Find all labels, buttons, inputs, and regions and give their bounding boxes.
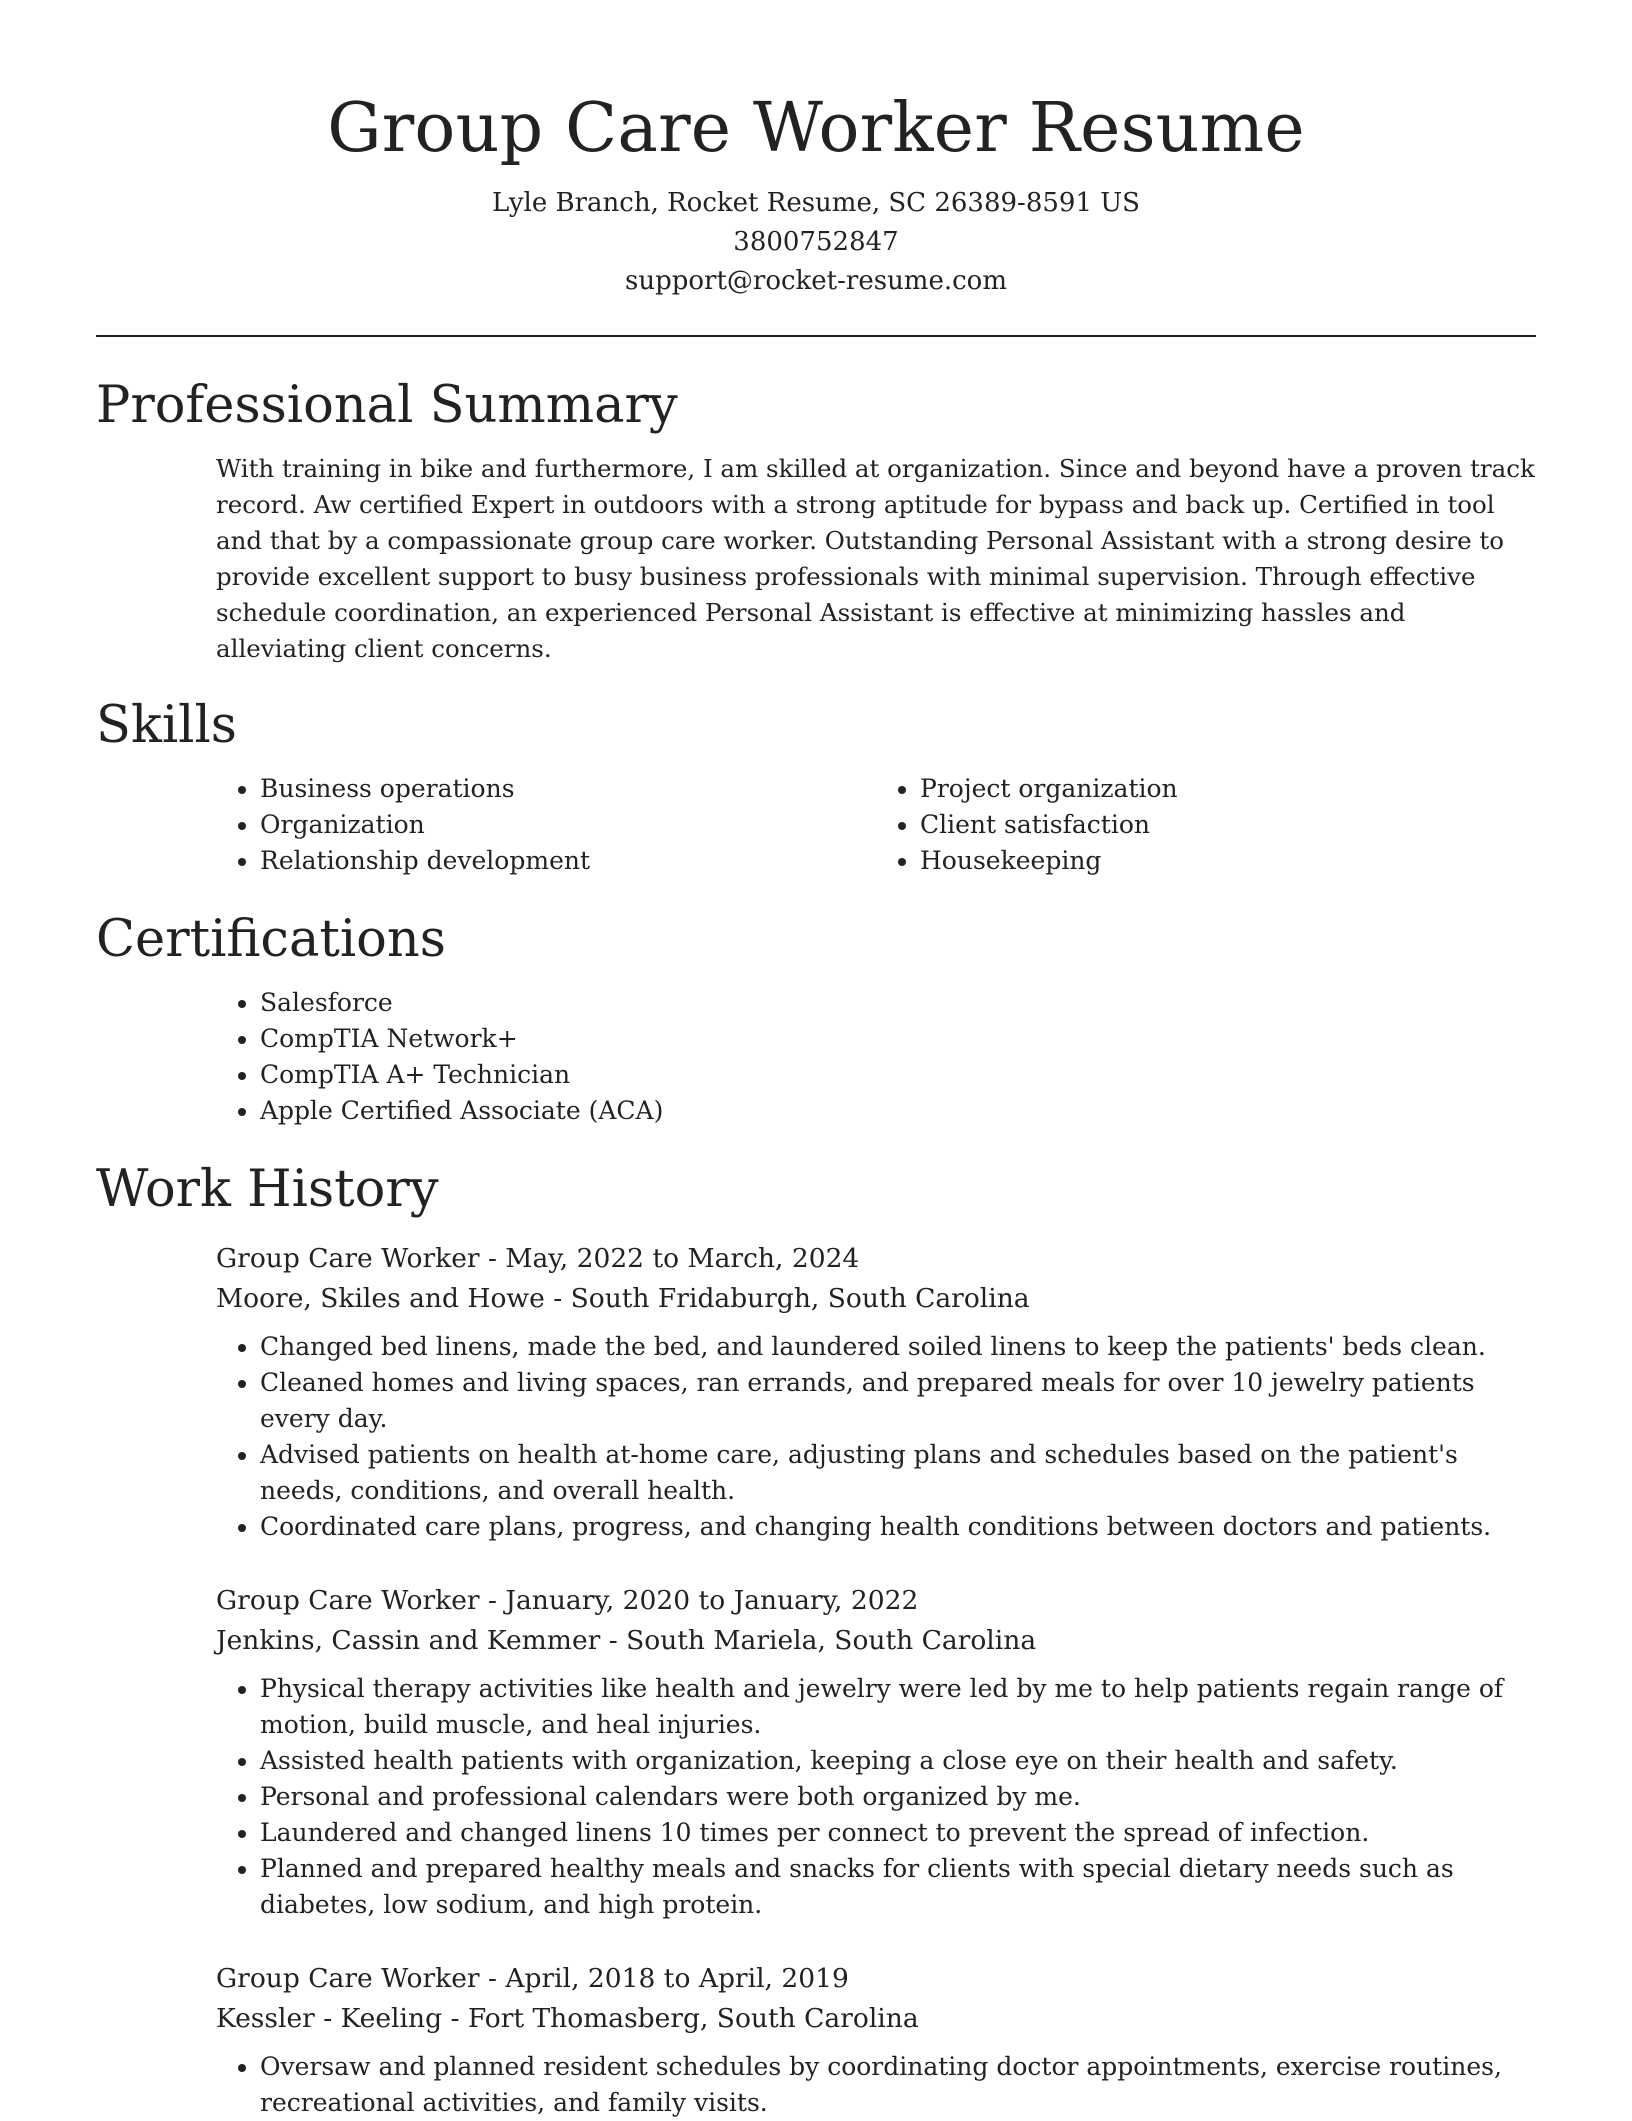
job-bullet: • Planned and prepared healthy meals and snacks for clients with special dietary needs such as diabetes, low sodium, and high protein.	[260, 1851, 1536, 1923]
job-title-line: Group Care Worker - May, 2022 to March, 2024	[216, 1243, 860, 1274]
job-bullet-list	[216, 1671, 1536, 1923]
resume-page	[96, 0, 1536, 2121]
job-title-line: Group Care Worker - April, 2018 to April, 2019	[216, 1963, 849, 1994]
job-entry	[216, 1581, 1536, 1923]
skill-item: • Relationship development	[260, 843, 876, 879]
job-bullet: • Personal and professional calendars were both organized by me.	[260, 1779, 1536, 1815]
contact-phone: 3800752847	[733, 227, 899, 257]
skill-item: • Project organization	[920, 771, 1536, 807]
certifications-section	[96, 909, 1536, 1129]
skills-heading: Skills	[96, 696, 237, 755]
summary-text: With training in bike and furthermore, I am skilled at organization. Since and beyond have a proven track record. Aw certified Expert in outdoors with a strong aptitude for bypass and back up. Certified in tool and that by a compassionate group care worker. Outstanding Personal Assistant with a strong desire to provide excellent support to busy business professionals with minimal supervision. Through effective schedule coordination, an experienced Personal Assistant is effective at minimizing hassles and alleviating client concerns.	[216, 454, 1535, 663]
skills-list-right	[876, 771, 1536, 879]
skill-item: • Business operations	[260, 771, 876, 807]
contact-block	[96, 184, 1536, 301]
job-employer-line: Moore, Skiles and Howe - South Fridaburgh, South Carolina	[216, 1283, 1030, 1314]
job-bullet: • Cleaned homes and living spaces, ran errands, and prepared meals for over 10 jewelry patients every day.	[260, 1365, 1536, 1437]
job-bullet-list	[216, 1329, 1536, 1545]
skill-item: • Organization	[260, 807, 876, 843]
job-bullet: • Oversaw and planned resident schedules by coordinating doctor appointments, exercise routines, recreational activities, and family visits.	[260, 2049, 1536, 2121]
certification-item: • CompTIA A+ Technician	[260, 1057, 1536, 1093]
contact-email: support@rocket-resume.com	[624, 266, 1007, 296]
job-entry	[216, 1959, 1536, 2121]
skills-list-left	[216, 771, 876, 879]
skill-item: • Client satisfaction	[920, 807, 1536, 843]
work-history-section	[96, 1159, 1536, 2121]
job-entry	[216, 1239, 1536, 1545]
certification-item: • Salesforce	[260, 985, 1536, 1021]
certifications-heading: Certifications	[96, 910, 446, 969]
job-bullet: • Assisted health patients with organization, keeping a close eye on their health and safety.	[260, 1743, 1536, 1779]
contact-address: Lyle Branch, Rocket Resume, SC 26389-8591 US	[492, 188, 1140, 218]
certifications-list	[216, 985, 1536, 1129]
job-title-line: Group Care Worker - January, 2020 to January, 2022	[216, 1585, 919, 1616]
certification-item: • Apple Certified Associate (ACA)	[260, 1093, 1536, 1129]
header-divider	[96, 335, 1536, 337]
work-history-heading: Work History	[96, 1160, 439, 1219]
job-bullet: • Changed bed linens, made the bed, and laundered soiled linens to keep the patients' beds clean.	[260, 1329, 1536, 1365]
job-bullet: • Laundered and changed linens 10 times per connect to prevent the spread of infection.	[260, 1815, 1536, 1851]
job-employer-line: Jenkins, Cassin and Kemmer - South Mariela, South Carolina	[216, 1625, 1037, 1656]
summary-section	[96, 375, 1536, 667]
resume-title: Group Care Worker Resume	[327, 89, 1305, 168]
summary-heading: Professional Summary	[96, 376, 678, 435]
job-bullet: • Advised patients on health at-home care, adjusting plans and schedules based on the patient's needs, conditions, and overall health.	[260, 1437, 1536, 1509]
job-bullet-list	[216, 2049, 1536, 2121]
skills-section	[96, 695, 1536, 879]
job-employer-line: Kessler - Keeling - Fort Thomasberg, South Carolina	[216, 2003, 919, 2034]
certification-item: • CompTIA Network+	[260, 1021, 1536, 1057]
job-bullet: • Physical therapy activities like health and jewelry were led by me to help patients regain range of motion, build muscle, and heal injuries.	[260, 1671, 1536, 1743]
job-bullet: • Coordinated care plans, progress, and changing health conditions between doctors and patients.	[260, 1509, 1536, 1545]
skill-item: • Housekeeping	[920, 843, 1536, 879]
skills-columns	[216, 771, 1536, 879]
